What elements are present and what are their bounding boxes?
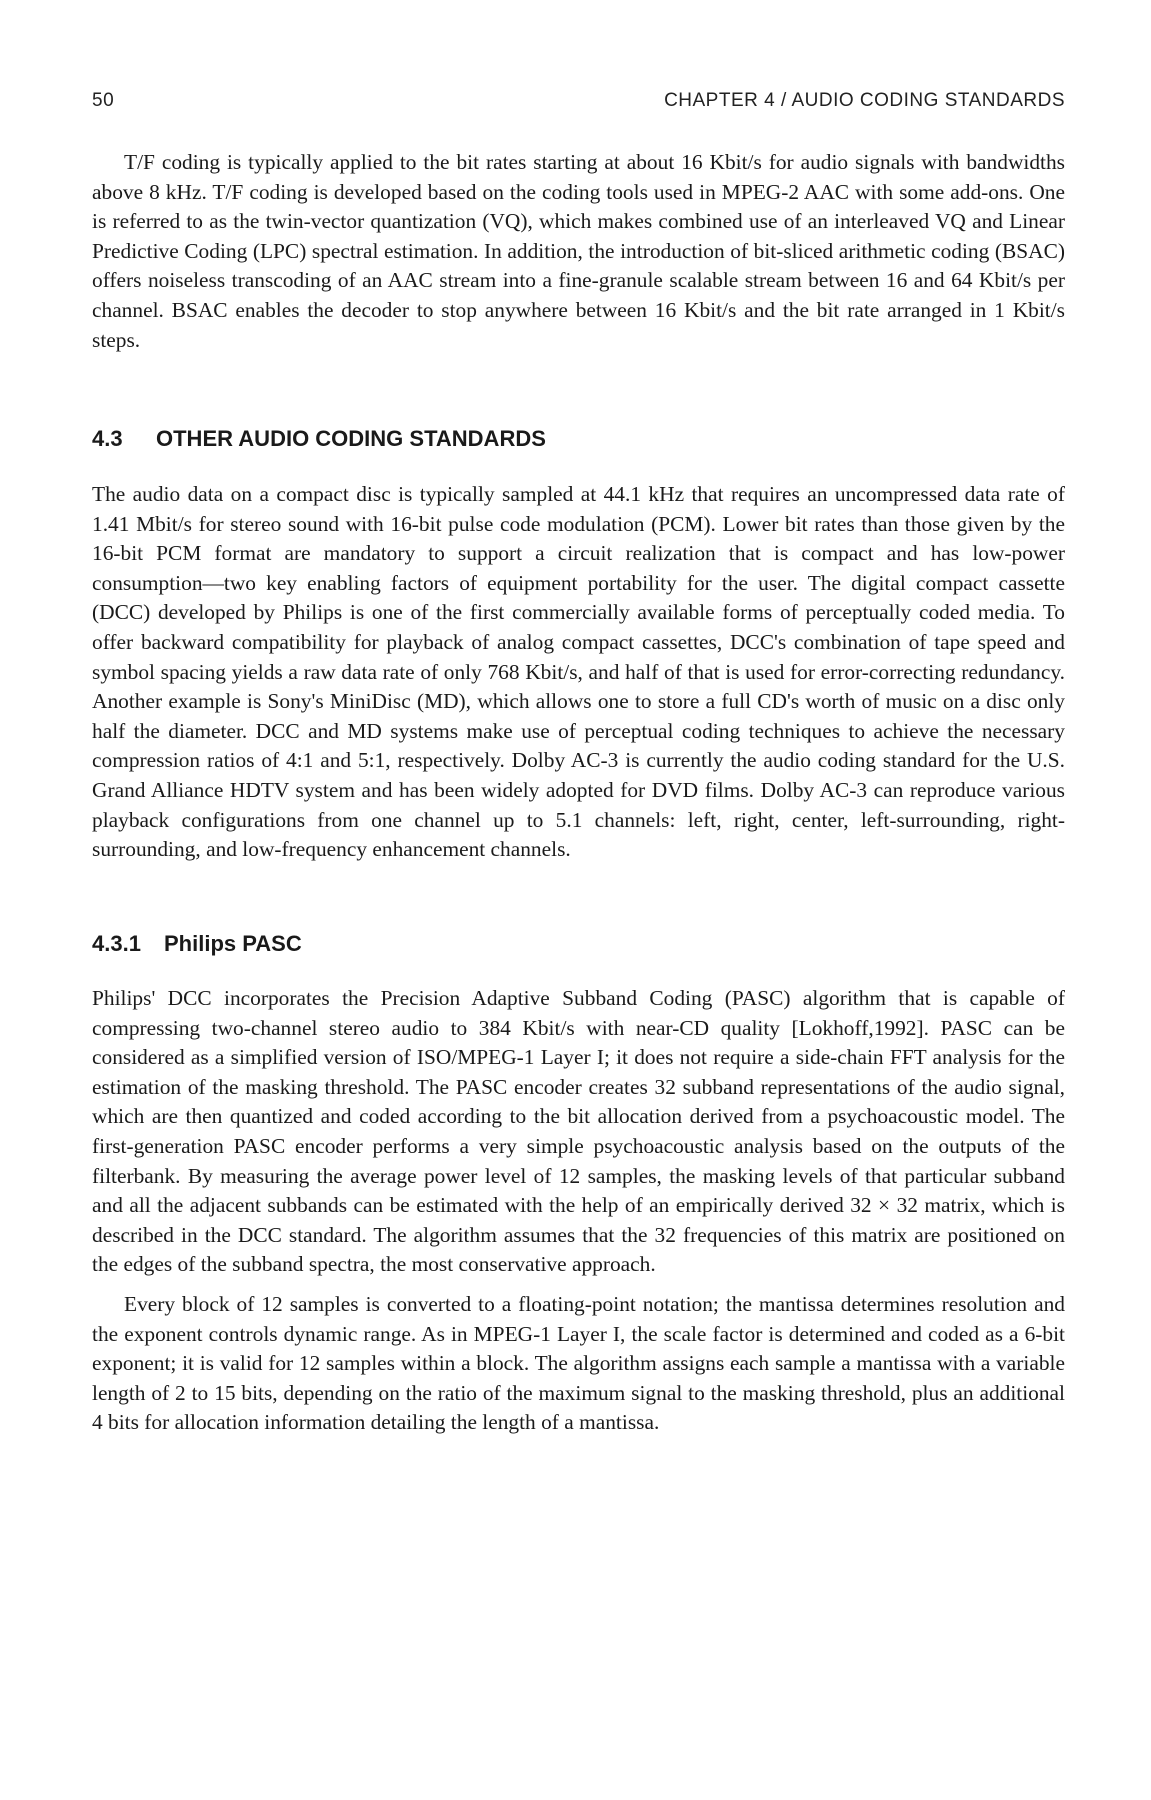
paragraph-pasc-1: Philips' DCC incorporates the Precision Adaptive Subband Coding (PASC) algorithm that is capable of compressing two-channel stereo audio to 384 Kbit/s with near-CD quality [Lokhoff,1992]. PASC can be considered as a simplified version of ISO/MPEG-1 Layer I; it does not require a side-chain FFT analysis for the estimation of the masking threshold. The PASC encoder creates 32 subband representations of the audio signal, which are then quantized and coded according to the bit allocation derived from a psychoacoustic model. The first-generation PASC encoder performs a very simple psychoacoustic analysis based on the outputs of the filterbank. By measuring the average power level of 12 samples, the masking levels of that particular subband and all the adjacent subbands can be estimated with the help of an empirically derived 32 × 32 matrix, which is described in the DCC standard. The algorithm assumes that the 32 frequencies of this matrix are positioned on the edges of the subband spectra, the most conservative approach. xyxy=(92,986,1065,1277)
paragraph-tf-coding: T/F coding is typically applied to the bit rates starting at about 16 Kbit/s for audio signals with bandwidths above 8 kHz. T/F coding is developed based on the coding tools used in MPEG-2 AAC with some add-ons. One is referred to as the twin-vector quantization (VQ), which makes combined use of an interleaved VQ and Linear Predictive Coding (LPC) spectral estimation. In addition, the introduction of bit-sliced arithmetic coding (BSAC) offers noiseless transcoding of an AAC stream into a fine-granule scalable stream between 16 and 64 Kbit/s per channel. BSAC enables the decoder to stop anywhere between 16 Kbit/s and the bit rate arranged in 1 Kbit/s steps. xyxy=(92,150,1065,352)
section-heading-4-3-1 xyxy=(92,931,302,957)
page-number: 50 xyxy=(92,90,115,111)
paragraph-pasc-2: Every block of 12 samples is converted to a floating-point notation; the mantissa determines resolution and the exponent controls dynamic range. As in MPEG-1 Layer I, the scale factor is determined and coded as a 6-bit exponent; it is valid for 12 samples within a block. The algorithm assigns each sample a mantissa with a variable length of 2 to 15 bits, depending on the ratio of the maximum signal to the masking threshold, plus an additional 4 bits for allocation information detailing the length of a mantissa. xyxy=(92,1292,1065,1435)
section-number: 4.3 xyxy=(92,426,123,451)
subsection-title: Philips PASC xyxy=(164,931,302,956)
subsection-number: 4.3.1 xyxy=(92,931,141,956)
section-heading-4-3 xyxy=(92,426,546,452)
paragraph-other-standards: The audio data on a compact disc is typically sampled at 44.1 kHz that requires an uncompressed data rate of 1.41 Mbit/s for stereo sound with 16-bit pulse code modulation (PCM). Lower bit rates than those given by the 16-bit PCM format are mandatory to support a circuit realization that is compact and has low-power consumption—two key enabling factors of equipment portability for the user. The digital compact cassette (DCC) developed by Philips is one of the first commercially available forms of perceptually coded media. To offer backward compatibility for playback of analog compact cassettes, DCC's combination of tape speed and symbol spacing yields a raw data rate of only 768 Kbit/s, and half of that is used for error-correcting redundancy. Another example is Sony's MiniDisc (MD), which allows one to store a full CD's worth of music on a disc only half the diameter. DCC and MD systems make use of perceptual coding techniques to achieve the necessary compression ratios of 4:1 and 5:1, respectively. Dolby AC-3 is currently the audio coding standard for the U.S. Grand Alliance HDTV system and has been widely adopted for DVD films. Dolby AC-3 can reproduce various playback configurations from one channel up to 5.1 channels: left, right, center, left-surrounding, right-surrounding, and low-frequency enhancement channels. xyxy=(92,482,1065,862)
running-head xyxy=(92,90,1065,118)
chapter-title: CHAPTER 4 / AUDIO CODING STANDARDS xyxy=(664,90,1065,111)
section-title: OTHER AUDIO CODING STANDARDS xyxy=(156,426,546,451)
